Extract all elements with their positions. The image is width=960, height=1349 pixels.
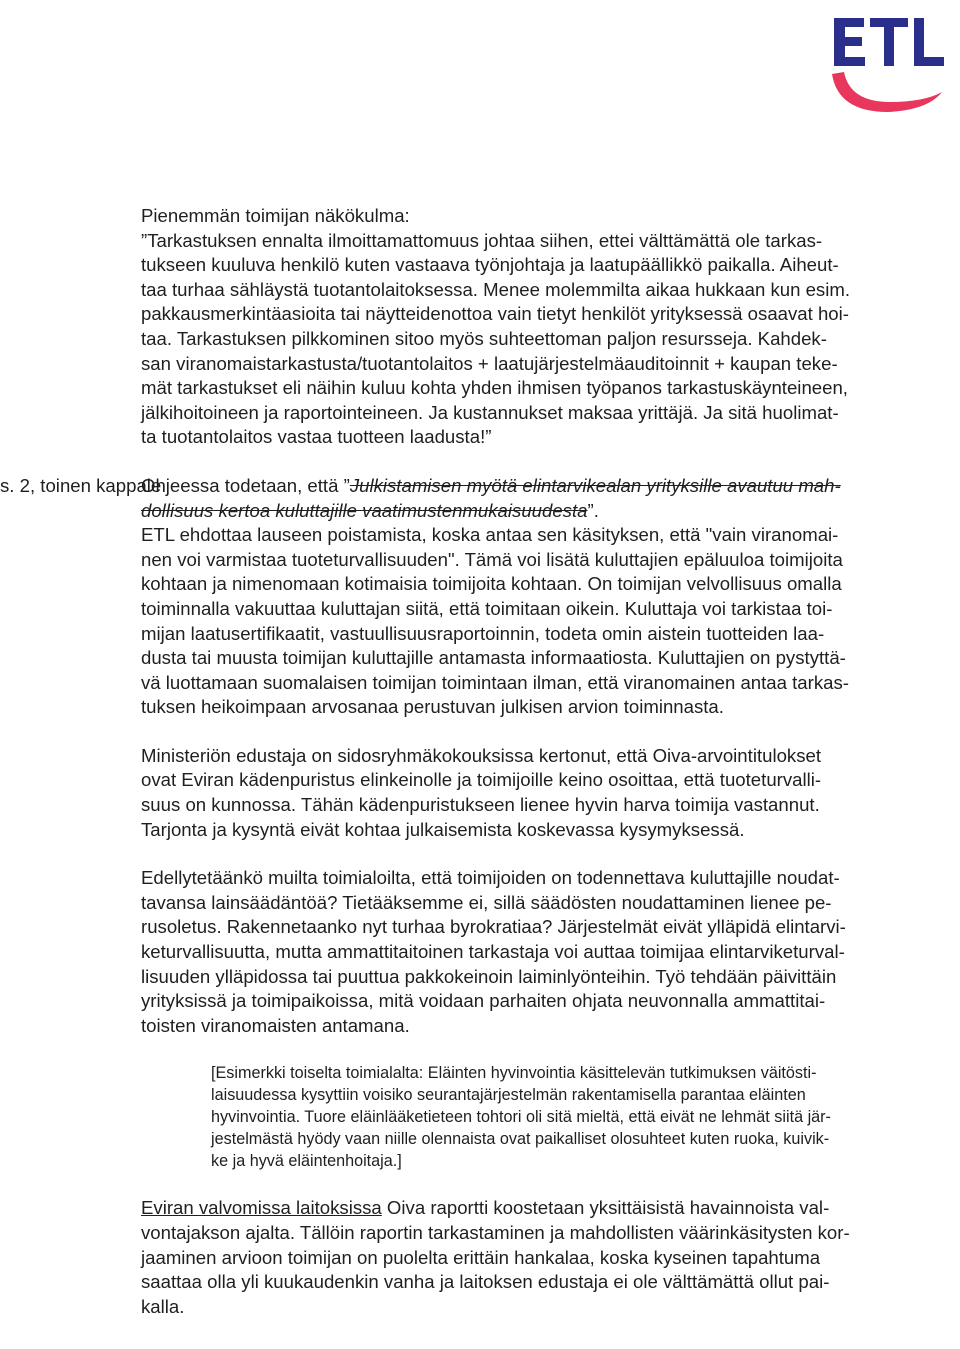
text-line: jaaminen arvioon toimijan on puolelta erittäin hankalaa, koska kyseinen tapahtuma <box>141 1246 821 1268</box>
text-line: vä luottamaan suomalaisen toimijan toimintaan ilman, että viranomainen antaa tarkas- <box>141 671 849 693</box>
text-line: san viranomaistarkastusta/tuotantolaitos + laatujärjestelmäauditoinnit + kaupan teke- <box>141 352 838 374</box>
paragraph-other-industries <box>141 866 951 1038</box>
etl-logo-letters <box>834 18 944 66</box>
text-line: ke ja hyvä eläintenhoitaja.] <box>211 1152 402 1171</box>
document-body <box>0 204 951 1319</box>
text-line: ETL ehdottaa lauseen poistamista, koska antaa sen käsityksen, että "vain viranomai- <box>141 524 839 546</box>
paragraph-evira <box>141 1196 951 1319</box>
text-line: tavansa lainsäädäntöä? Tietääksemme ei, sillä säädösten noudattaminen lienee pe- <box>141 891 832 913</box>
text-line: Ministeriön edustaja on sidosryhmäkokouksissa kertonut, että Oiva-arvointitulokset <box>141 744 822 766</box>
text-line: suus on kunnossa. Tähän kädenpuristukseen lienee hyvin harva toimija vastannut. <box>141 794 820 816</box>
text-line: yrityksissä ja toimipaikoissa, mitä voidaan parhaiten ohjata neuvonnalla ammattitai- <box>141 990 826 1012</box>
text-line: tukseen kuuluva henkilö kuten vastaava työnjohtaja ja laatupäällikkö paikalla. Aiheut- <box>141 254 839 276</box>
text-line: dusta tai muusta toimijan kuluttajille antamasta informaatiosta. Kuluttajien on pystyttä- <box>141 647 846 669</box>
text-line: hyvinvointia. Tuore eläinlääketieteen tohtori oli sitä mieltä, että eivät ne lehmät siitä jär- <box>211 1108 831 1127</box>
text-line: lisuuden ylläpidossa tai puuttua pakkokeinoin laiminlyönteihin. Työ tehdään päivittäin <box>141 965 837 987</box>
text-line: keturvallisuutta, mutta ammattitaitoinen tarkastaja voi auttaa toimijaa elintarviketurval- <box>141 941 845 963</box>
text-line <box>141 499 951 524</box>
quote-heading: Pienemmän toimijan näkökulma: <box>141 205 410 226</box>
text-line: taa turhaa sähläystä tuotantolaitoksessa. Menee molemmilta aikaa hukkaan kun esim. <box>141 278 851 300</box>
quote-block <box>141 204 951 450</box>
etl-logo <box>828 10 948 114</box>
intro-text: Ohjeessa todetaan, että ” <box>141 474 350 496</box>
text-line: ”Tarkastuksen ennalta ilmoittamattomuus johtaa siihen, ettei välttämättä ole tarkas- <box>141 229 823 251</box>
example-note <box>211 1062 951 1172</box>
text-line: Edellytetäänkö muilta toimialoilta, että toimijoiden on todennettava kuluttajille noudat- <box>141 867 840 889</box>
text-line: ovat Eviran kädenpuristus elinkeinolle ja toimijoille keino osoittaa, että tuoteturvalli- <box>141 769 822 791</box>
text-line: tuksen heikoimpaan arvosanaa perustuvan julkisen arvion toiminnasta. <box>141 696 724 718</box>
text-line: Tarjonta ja kysyntä eivät kohtaa julkaisemista koskevassa kysymyksessä. <box>141 818 745 840</box>
text-line: [Esimerkki toiselta toimialalta: Eläinten hyvinvointia käsittelevän tutkimuksen väitösti- <box>211 1064 817 1083</box>
line-rest: Oiva raportti koostetaan yksittäisistä havainnoista val- <box>381 1197 830 1219</box>
text-line: toisten viranomaisten antamana. <box>141 1014 410 1036</box>
text-line: jälkihoitoineen ja raportointeineen. Ja kustannukset maksaa yrittäjä. Ja sitä huolimat- <box>141 401 839 423</box>
text-line: toiminnalla vakuuttaa kuluttajan siitä, että toimitaan oikein. Kuluttaja voi tarkistaa toi- <box>141 597 833 619</box>
text-line: rusoletus. Rakennetaanko nyt turhaa byrokratiaa? Järjestelmät eivät ylläpidä elintarvi- <box>141 916 846 938</box>
closing-quote: ”. <box>587 499 599 521</box>
text-line: mät tarkastukset eli näihin kuluu kohta yhden ihmisen työpanos tarkastuskäynteineen, <box>141 377 848 399</box>
text-line <box>141 474 951 499</box>
etl-logo-swoosh <box>832 72 942 112</box>
paragraph-ministry <box>141 744 951 842</box>
text-line: ta tuotantolaitos vastaa tuotteen laadusta!” <box>141 426 492 448</box>
text-line: pakkausmerkintäasioita tai näytteidenottoa vain tietyt henkilöt yrityksessä osaavat hoi- <box>141 303 849 325</box>
text-line: mijan laatusertifikaatit, vastuullisuusraportoinnin, todeta omin aistein tuotteiden laa- <box>141 622 825 644</box>
text-line: laisuudessa kysyttiin voisiko seurantajärjestelmän rakentamisella parantaa eläinten <box>211 1086 806 1105</box>
text-line: nen voi varmistaa tuoteturvallisuuden". Tämä voi lisätä kuluttajien epäluuloa toimijoita <box>141 548 843 570</box>
text-line: taa. Tarkastuksen pilkkominen sitoo myös suhteettoman paljon resursseja. Kahdek- <box>141 327 827 349</box>
text-line: kohtaan ja nimenomaan kotimaisia toimijoita kohtaan. On toimijan velvollisuus omalla <box>141 573 842 595</box>
text-line: kalla. <box>141 1295 185 1317</box>
text-line: saattaa olla yli kuukaudenkin vanha ja laitoksen edustaja ei ole välttämättä ollut pai- <box>141 1271 830 1293</box>
underlined-phrase: Eviran valvomissa laitoksissa <box>141 1197 382 1219</box>
text-line: vontajakson ajalta. Tällöin raportin tarkastaminen ja mahdollisten väärinkäsitysten kor- <box>141 1222 850 1243</box>
text-line: jestelmästä hyödy vaan niille olennaista ovat paikalliset olosuhteet kuten ruoka, kuivik- <box>211 1130 830 1149</box>
section-reference: s. 2, toinen kappale <box>0 474 162 496</box>
comment-block <box>0 474 951 720</box>
text-line <box>141 1196 951 1221</box>
struck-text: dollisuus kertoa kuluttajille vaatimustenmukaisuudesta <box>141 499 588 521</box>
struck-text: Julkistamisen myötä elintarvikealan yrityksille avautuu mah- <box>349 474 841 496</box>
